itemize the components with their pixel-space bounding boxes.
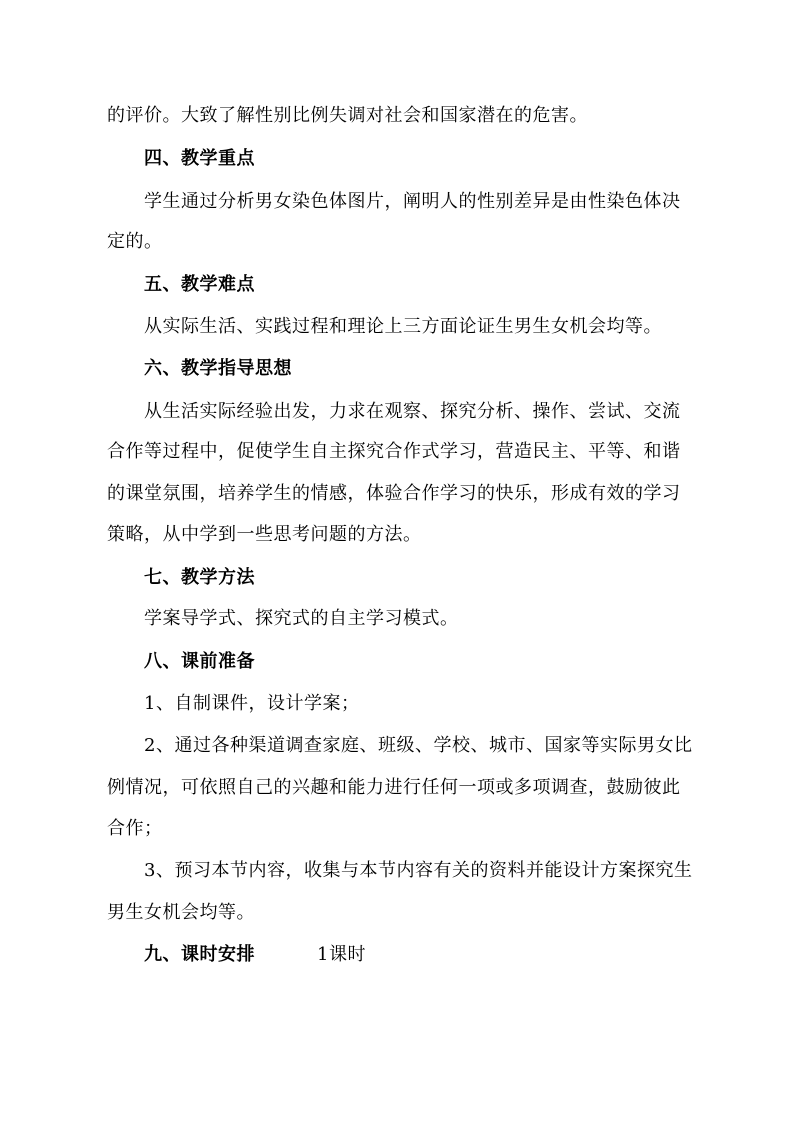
paragraph-line: 定的。 [107, 231, 163, 252]
paragraph-line: 的课堂氛围，培养学生的情感，体验合作学习的快乐，形成有效的学习 [107, 483, 681, 504]
paragraph-line: 从生活实际经验出发，力求在观察、探究分析、操作、尝试、交流 [144, 401, 681, 422]
paragraph-line: 合作； [107, 818, 163, 839]
section-heading-teaching-difficulty: 五、教学难点 [144, 274, 255, 295]
section-heading-teaching-focus: 四、教学重点 [144, 148, 255, 169]
section-heading-preparation: 八、课前准备 [144, 651, 255, 672]
paragraph-line: 的评价。大致了解性别比例失调对社会和国家潜在的危害。 [107, 105, 588, 126]
section-heading-guiding-thought: 六、教学指导思想 [144, 358, 292, 379]
paragraph-line: 男生女机会均等。 [107, 902, 255, 923]
paragraph-line: 学生通过分析男女染色体图片，阐明人的性别差异是由性染色体决 [144, 191, 681, 212]
paragraph-line: 学案导学式、探究式的自主学习模式。 [144, 608, 459, 629]
paragraph-line: 例情况，可依照自己的兴趣和能力进行任何一项或多项调查，鼓励彼此 [107, 777, 681, 798]
section-heading-class-hours [144, 943, 794, 967]
section-heading-label: 九、课时安排 [144, 944, 255, 965]
class-hours-value: 1课时 [317, 944, 366, 965]
paragraph-line: 策略，从中学到一些思考问题的方法。 [107, 524, 422, 545]
section-heading-teaching-method: 七、教学方法 [144, 567, 255, 588]
list-item: 3、预习本节内容，收集与本节内容有关的资料并能设计方案探究生 [144, 860, 693, 881]
paragraph-line: 合作等过程中，促使学生自主探究合作式学习，营造民主、平等、和谐 [107, 441, 681, 462]
list-item: 2、通过各种渠道调查家庭、班级、学校、城市、国家等实际男女比 [144, 735, 693, 756]
list-item: 1、自制课件，设计学案； [144, 693, 360, 714]
paragraph-line: 从实际生活、实践过程和理论上三方面论证生男生女机会均等。 [144, 316, 662, 337]
